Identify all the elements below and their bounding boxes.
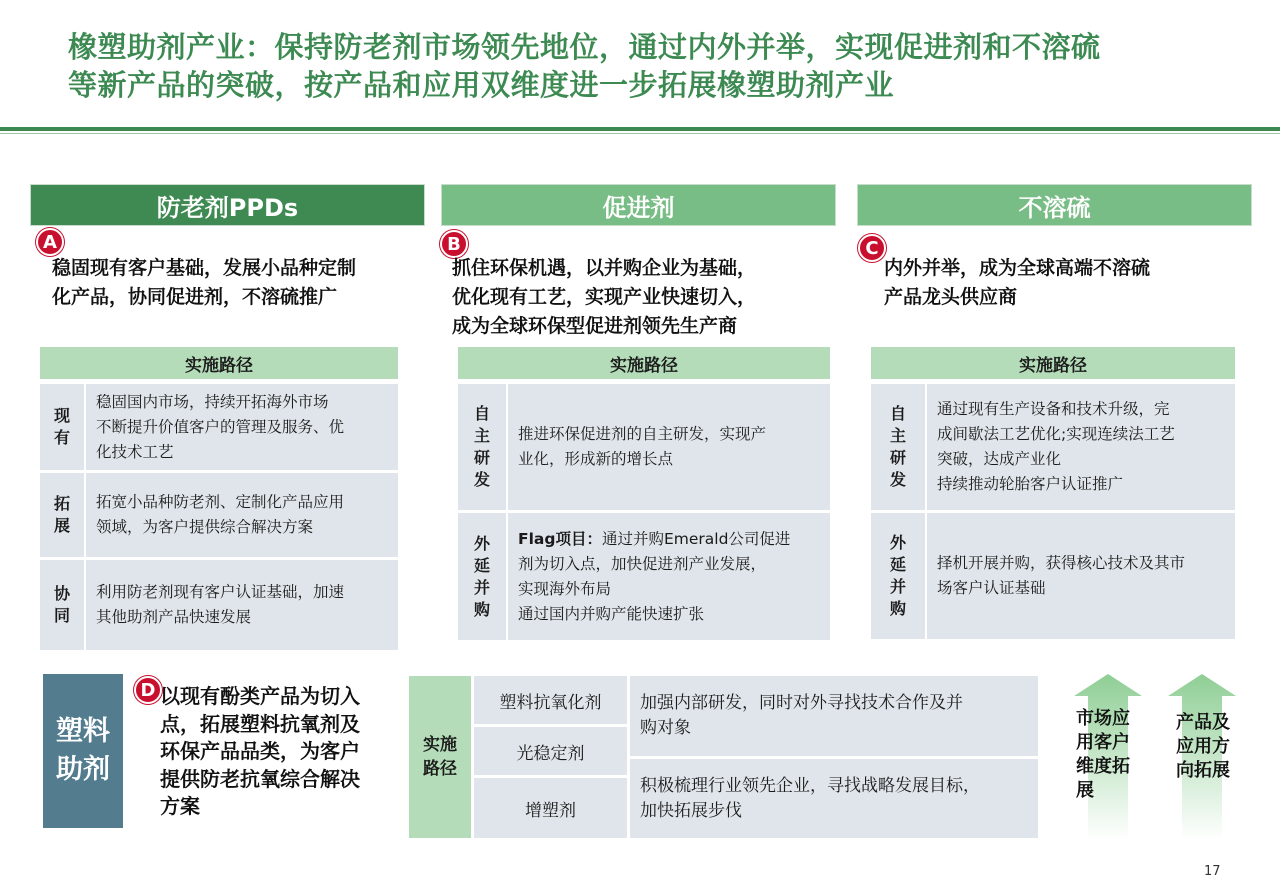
page-number: 17 — [1204, 864, 1221, 879]
path-header-accelerator: 实施路径 — [458, 347, 830, 379]
row-text: 通过现有生产设备和技术升级，完 成间歇法工艺优化;实现连续法工艺 突破，达成产业化 持续推动轮胎客户认证推广 — [937, 400, 1175, 493]
title-divider-thin — [0, 133, 1280, 134]
row-label: 现 有 — [40, 384, 86, 470]
row-text: 稳固国内市场，持续开拓海外市场 不断提升价值客户的管理及服务、优 化技术工艺 — [96, 392, 345, 461]
path-row-rnd — [458, 384, 830, 510]
goal-accelerator: 抓住环保机遇，以并购企业为基础， 优化现有工艺，实现产业快速切入， 成为全球环保型促进剂领先生产商 — [452, 257, 757, 337]
row-text: 择机开展并购，获得核心技术及其市 场客户认证基础 — [937, 554, 1186, 597]
bottom-desc-acquisition: 积极梳理行业领先企业，寻找战略发展目标， 加快拓展步伐 — [630, 759, 1038, 838]
column-header-ppds: 防老剂PPDs — [30, 184, 425, 226]
title-line-2: 等新产品的突破，按产品和应用双维度进一步拓展橡塑助剂产业 — [68, 68, 895, 102]
bottom-path-label: 实施 路径 — [409, 676, 471, 838]
arrow-label-product: 产品及 应用方 向拓展 — [1176, 712, 1230, 781]
product-plasticizer: 增塑剂 — [474, 778, 627, 838]
row-text: 拓宽小品种防老剂、定制化产品应用 领域，为客户提供综合解决方案 — [96, 493, 345, 536]
goal-line: 稳固现有客户基础，发展小品种定制 — [52, 257, 357, 279]
page-title — [68, 28, 1248, 104]
path-header-insoluble-sulfur: 实施路径 — [871, 347, 1235, 379]
path-header-ppds: 实施路径 — [40, 347, 398, 379]
row-label: 外 延 并 购 — [871, 513, 927, 639]
path-row-mna — [458, 513, 830, 640]
path-row-expand — [40, 473, 398, 557]
path-row-synergy — [40, 560, 398, 650]
path-row-rnd — [871, 384, 1235, 510]
badge-b-icon: B — [440, 230, 468, 258]
path-row-existing — [40, 384, 398, 470]
flag-project-label: Flag项目： — [518, 529, 602, 548]
plastic-additives-tag: 塑料 助剂 — [43, 674, 123, 828]
row-label: 自 主 研 发 — [458, 384, 508, 510]
title-divider — [0, 127, 1280, 131]
row-label: 自 主 研 发 — [871, 384, 927, 510]
goal-plastic-additives: 以现有酚类产品为切入 点，拓展塑料抗氧剂及 环保产品品类，为客户 提供防老抗氧综合解决 方案 — [160, 684, 360, 818]
goal-line: 化产品，协同促进剂，不溶硫推广 — [52, 286, 338, 308]
row-label: 拓 展 — [40, 473, 86, 557]
title-line-1: 橡塑助剂产业：保持防老剂市场领先地位，通过内外并举，实现促进剂和不溶硫 — [68, 30, 1101, 64]
product-plastic-antioxidant: 塑料抗氧化剂 — [474, 676, 627, 724]
goal-insoluble-sulfur: 内外并举，成为全球高端不溶硫 产品龙头供应商 — [884, 257, 1151, 308]
bottom-desc-research: 加强内部研发，同时对外寻找技术合作及并 购对象 — [630, 676, 1038, 756]
product-light-stabilizer: 光稳定剂 — [474, 727, 627, 775]
column-header-insoluble-sulfur: 不溶硫 — [857, 184, 1252, 226]
row-text: Flag项目：通过并购Emerald公司促进 剂为切入点，加快促进剂产业发展， 实现海外布局 通过国内并购产能快速扩张 — [518, 529, 791, 623]
column-header-accelerator: 促进剂 — [441, 184, 836, 226]
row-text: 利用防老剂现有客户认证基础，加速 其他助剂产品快速发展 — [96, 583, 345, 626]
badge-c-icon: C — [858, 234, 886, 262]
row-label: 外 延 并 购 — [458, 513, 508, 640]
badge-a-icon: A — [36, 228, 64, 256]
badge-d-icon: D — [134, 676, 162, 704]
row-label: 协 同 — [40, 560, 86, 650]
path-row-mna — [871, 513, 1235, 639]
goal-ppds — [52, 254, 356, 312]
arrow-label-market: 市场应 用客户 维度拓 展 — [1076, 708, 1130, 801]
row-text: 推进环保促进剂的自主研发，实现产 业化，形成新的增长点 — [518, 425, 767, 468]
